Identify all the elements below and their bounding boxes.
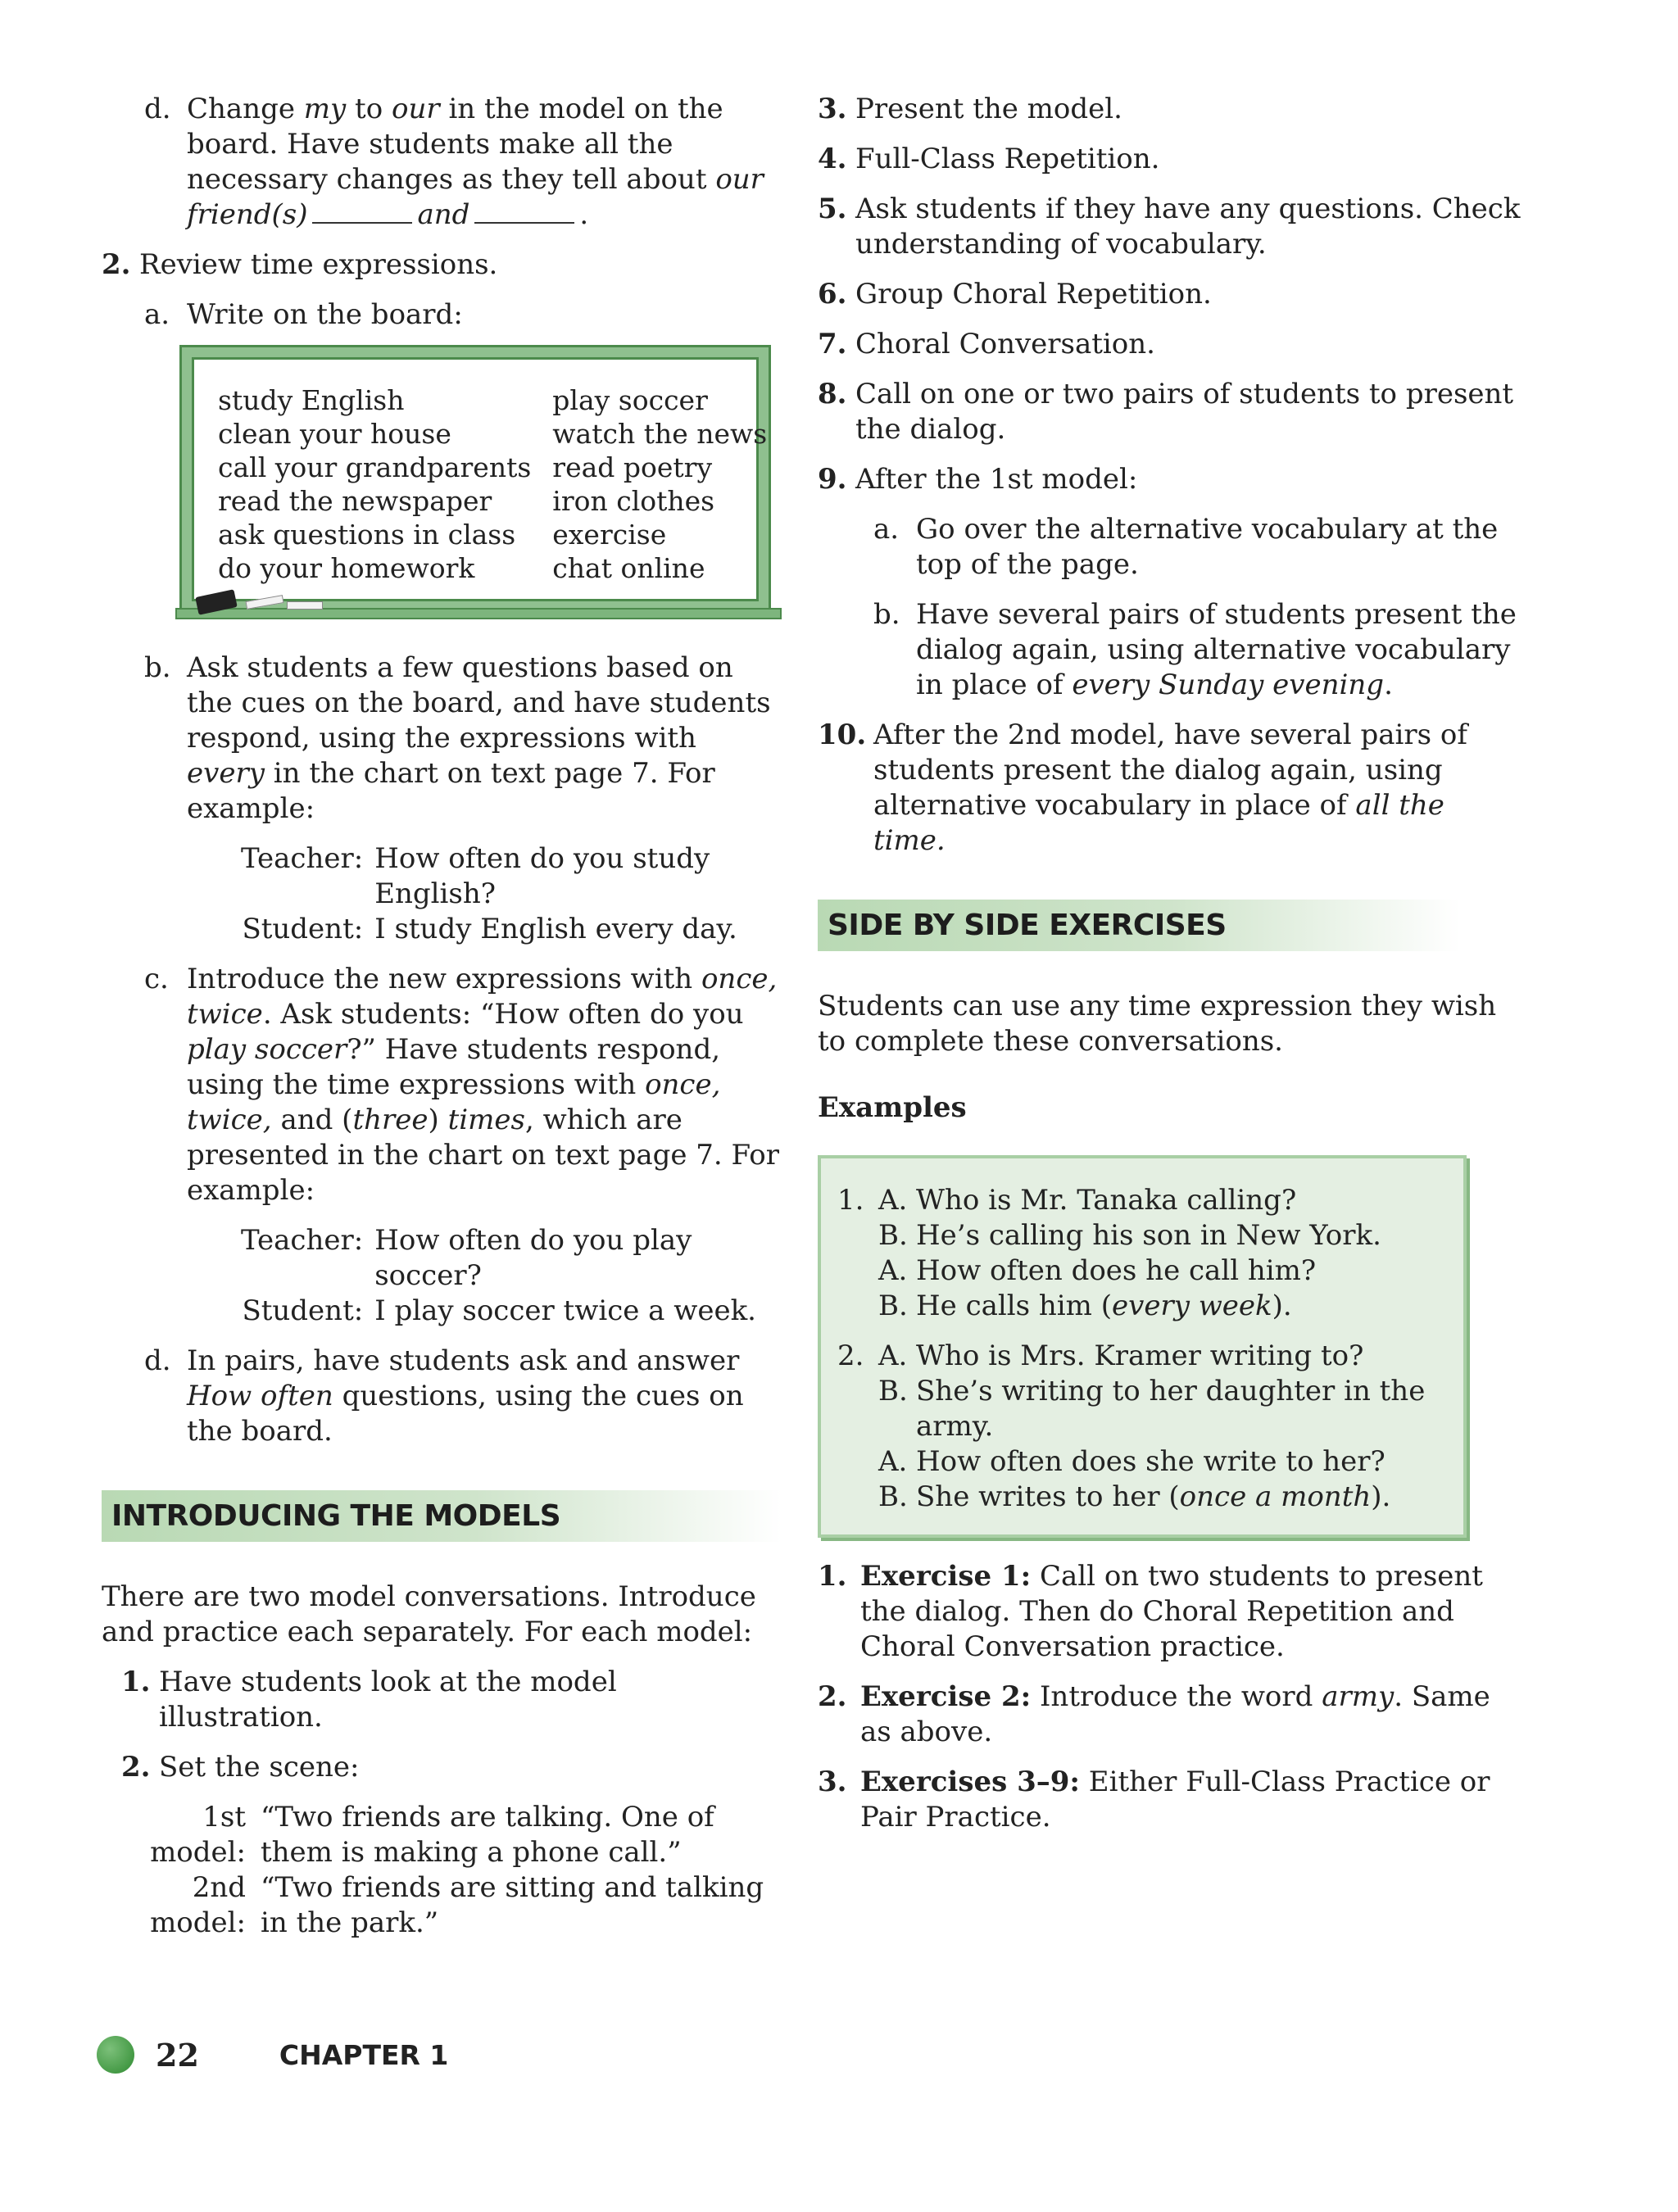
board-column-2 — [552, 383, 767, 585]
model-step-8: 8. Call on one or two pairs of students to present the dialog. — [818, 378, 1514, 446]
step-2b: b. Ask students a few questions based on the cues on the board, and have students respond, using the expressions with every in the chart on text page 7. For example: — [144, 651, 771, 825]
board-cue: ask questions in class — [218, 519, 516, 551]
model-step-9a: a. Go over the alternative vocabulary at the top of the page. — [873, 513, 1499, 581]
section-heading-introducing-models: INTRODUCING THE MODELS — [102, 1490, 782, 1542]
exercises-intro: Students can use any time expression they wish to complete these conversations. — [818, 990, 1497, 1058]
exercise-step-2: 2. Exercise 2: Introduce the word army. Same as above. — [818, 1680, 1490, 1748]
step-2: 2. Review time expressions. — [102, 248, 498, 281]
scene-descriptions: 1st model: “Two friends are talking. One of them is making a phone call.” 2nd model: “Two friends are sitting and talking in the park.” — [150, 1801, 764, 1939]
model-step-2: 2. Set the scene: — [121, 1751, 360, 1784]
board-cue: do your homework — [218, 552, 475, 584]
model-step-9: 9. After the 1st model: — [818, 463, 1138, 496]
example-2: 2. A. Who is Mrs. Kramer writing to? B. She’s writing to her daughter in the army. A. How often does she write to her? B. She writes to her (once a month). — [837, 1339, 1426, 1513]
chalkboard — [182, 347, 769, 618]
model-step-1: 1. Have students look at the model illustration. — [121, 1666, 617, 1734]
example-1: 1. A. Who is Mr. Tanaka calling? B. He’s calling his son in New York. A. How often does he call him? B. He calls him (every week). — [837, 1184, 1381, 1322]
board-column-1 — [218, 383, 531, 585]
left-column — [102, 92, 782, 1941]
model-step-5: 5. Ask students if they have any questions. Check understanding of vocabulary. — [818, 193, 1521, 261]
example-dialog-1: Teacher: How often do you study English? Student: I study English every day. — [241, 842, 737, 945]
chapter-label: CHAPTER 1 — [279, 2038, 449, 2071]
board-cue: study English — [218, 384, 405, 416]
model-step-3: 3. Present the model. — [818, 93, 1122, 125]
board-cue: play soccer — [552, 384, 708, 416]
model-step-6: 6. Group Choral Repetition. — [818, 278, 1212, 310]
examples-label: Examples — [818, 1091, 967, 1124]
board-cue: chat online — [552, 552, 705, 584]
exercise-step-3: 3. Exercises 3–9: Either Full-Class Practice or Pair Practice. — [818, 1766, 1490, 1834]
board-cue: watch the news — [552, 418, 768, 450]
board-cue: clean your house — [218, 418, 451, 450]
chalkboard-ledge — [175, 608, 782, 619]
model-step-10: 10. After the 2nd model, have several pairs of students present the dialog again, using alternative vocabulary in place of all the time. — [818, 718, 1467, 857]
board-cue: read poetry — [552, 451, 713, 483]
step-2d: d. In pairs, have students ask and answer How often questions, using the cues on the board. — [144, 1344, 744, 1448]
examples-box — [818, 1155, 1467, 1538]
board-cue: iron clothes — [552, 485, 715, 517]
fill-blank — [474, 199, 574, 224]
model-step-9b: b. Have several pairs of students present the dialog again, using alternative vocabulary in place of every Sunday evening. — [873, 598, 1517, 701]
model-step-4: 4. Full-Class Repetition. — [818, 143, 1160, 175]
board-cue: read the newspaper — [218, 485, 492, 517]
board-cue: call your grandparents — [218, 451, 532, 483]
step-2a: a. Write on the board: — [144, 298, 463, 331]
board-cue: exercise — [552, 519, 667, 551]
step-2c: c. Introduce the new expressions with once, twice. Ask students: “How often do you play soccer?” Have students respond, using the time expressions with once, twice, and (three) times, which are presented in the chart on text page 7. For example: — [144, 963, 779, 1207]
model-step-7: 7. Choral Conversation. — [818, 328, 1155, 360]
fill-blank — [312, 199, 412, 224]
green-dot-icon — [97, 2036, 134, 2074]
page-footer — [97, 2036, 448, 2074]
board-cues — [218, 383, 767, 585]
exercise-step-1: 1. Exercise 1: Call on two students to present the dialog. Then do Choral Repetition and Choral Conversation practice. — [818, 1560, 1483, 1663]
example-dialog-2: Teacher: How often do you play soccer? Student: I play soccer twice a week. — [241, 1224, 756, 1327]
section-heading-side-by-side: SIDE BY SIDE EXERCISES — [818, 900, 1460, 951]
page-number: 22 — [156, 2036, 199, 2074]
step-1d: d. Change my to our in the model on the board. Have students make all the necessary changes as they tell about our friend(s) and . — [144, 93, 764, 231]
intro-paragraph: There are two model conversations. Introduce and practice each separately. For each model: — [102, 1580, 756, 1648]
right-column — [818, 92, 1522, 1850]
chalk-icon — [287, 601, 323, 610]
